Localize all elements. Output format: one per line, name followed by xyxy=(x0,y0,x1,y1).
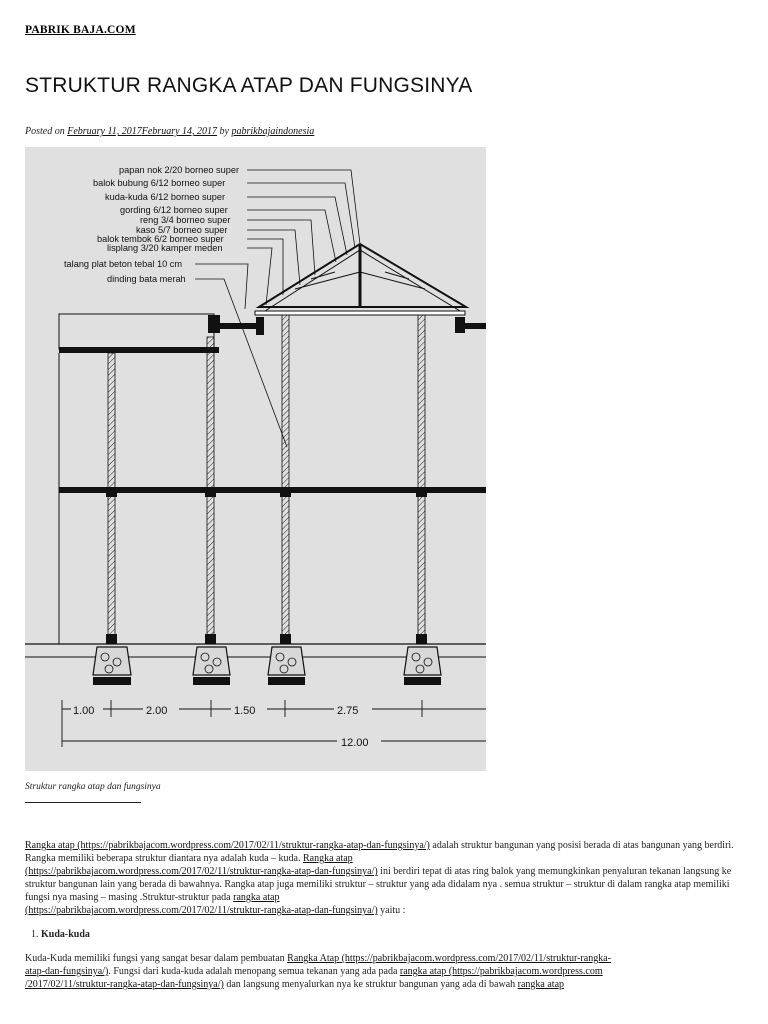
label-talang: talang plat beton tebal 10 cm xyxy=(64,259,182,269)
paragraph-text: . Fungsi dari kuda-kuda adalah menopang semua tekanan yang ada pada xyxy=(108,966,398,977)
label-dinding: dinding bata merah xyxy=(107,274,186,284)
post-meta xyxy=(25,126,314,137)
dim-2-75: 2.75 xyxy=(337,705,359,717)
link-url: atap-dan-fungsinya/) xyxy=(25,966,109,977)
link-url: (https://pabrikbajacom.wordpress.com xyxy=(448,966,603,977)
link-url: (https://pabrikbajacom.wordpress.com/2017/02/11/struktur-rangka-atap-dan-fungsinya/) xyxy=(25,905,378,916)
kuda-kuda-paragraph xyxy=(25,952,743,991)
author-link[interactable]: pabrikbajaindonesia xyxy=(231,126,315,137)
label-balok-bubung: balok bubung 6/12 borneo super xyxy=(93,178,226,188)
paragraph-text: ini berdiri tepat di atas ring balok yang memungkinkan penyaluran tekanan langsung ke struktur bangunan lain yang berada di bawahnya. Rangka atap juga memiliki struktur – struktur yang ada didalam nya . semua struktur – struktur di dalam rangka atap memiliki fungsi nya masing – masing .Struktur-struktur pada xyxy=(25,866,732,903)
caption-divider xyxy=(25,802,141,803)
roof-structure-drawing xyxy=(25,147,486,771)
published-date: February 11, 2017 xyxy=(67,126,142,137)
link-url: (https://pabrikbajacom.wordpress.com/2017/02/11/struktur-rangka-atap-dan-fungsinya/) xyxy=(25,866,378,877)
paragraph-text: Kuda-Kuda memiliki fungsi yang sangat besar dalam pembuatan xyxy=(25,953,285,964)
paragraph-text: yaitu : xyxy=(380,905,406,916)
link-text: rangka atap xyxy=(399,966,447,977)
link-text: Rangka atap xyxy=(302,853,353,864)
link-text: Rangka atap xyxy=(25,840,75,851)
updated-date: February 14, 2017 xyxy=(141,126,218,137)
posted-on-label: Posted on xyxy=(25,126,65,137)
label-papan-nok: papan nok 2/20 borneo super xyxy=(119,165,240,175)
list-number: 1. xyxy=(31,929,39,940)
site-title-link[interactable]: PABRIK BAJA.COM xyxy=(25,24,136,36)
list-item-kuda-kuda xyxy=(31,929,90,940)
link-url: (https://pabrikbajacom.wordpress.com/2017/02/11/struktur-rangka- xyxy=(341,953,611,964)
post-date-link[interactable] xyxy=(67,126,217,137)
dim-12-00: 12.00 xyxy=(341,737,369,749)
link-text: rangka atap xyxy=(233,892,280,903)
by-label: by xyxy=(219,126,229,137)
paragraph-text: dan langsung menyalurkan nya ke struktur bangunan yang ada di bawah xyxy=(226,979,516,990)
label-kaso: kaso 5/7 borneo super xyxy=(136,225,228,235)
dim-1-50: 1.50 xyxy=(234,705,256,717)
figure-labels xyxy=(64,165,239,284)
rangka-atap-link-6[interactable]: rangka atap xyxy=(517,979,565,990)
paragraph-text: adalah struktur bangunan yang posisi berada di atas bangunan yang berdiri. Rangka memiliki beberapa struktur diantara nya adalah kuda – kuda. xyxy=(25,840,734,864)
link-url: /2017/02/11/struktur-rangka-atap-dan-fungsinya/) xyxy=(25,979,224,990)
intro-paragraph xyxy=(25,839,743,917)
rangka-atap-link-1[interactable] xyxy=(25,840,430,851)
label-reng: reng 3/4 borneo super xyxy=(140,215,231,225)
label-gording: gording 6/12 borneo super xyxy=(120,205,228,215)
link-url: (https://pabrikbajacom.wordpress.com/2017/02/11/struktur-rangka-atap-dan-fungsinya/) xyxy=(77,840,430,851)
dim-2-00: 2.00 xyxy=(146,705,168,717)
label-balok-tembok: balok tembok 6/2 borneo super xyxy=(97,234,224,244)
dim-1-00: 1.00 xyxy=(73,705,95,717)
figure-caption: Struktur rangka atap dan fungsinya xyxy=(25,782,161,792)
roof-structure-figure xyxy=(25,147,486,771)
list-heading: Kuda-kuda xyxy=(41,929,90,940)
post-title: STRUKTUR RANGKA ATAP DAN FUNGSINYA xyxy=(25,74,473,97)
label-kuda-kuda: kuda-kuda 6/12 borneo super xyxy=(105,192,226,202)
link-text: Rangka Atap xyxy=(287,953,340,964)
label-lisplang: lisplang 3/20 kamper meden xyxy=(107,243,223,253)
